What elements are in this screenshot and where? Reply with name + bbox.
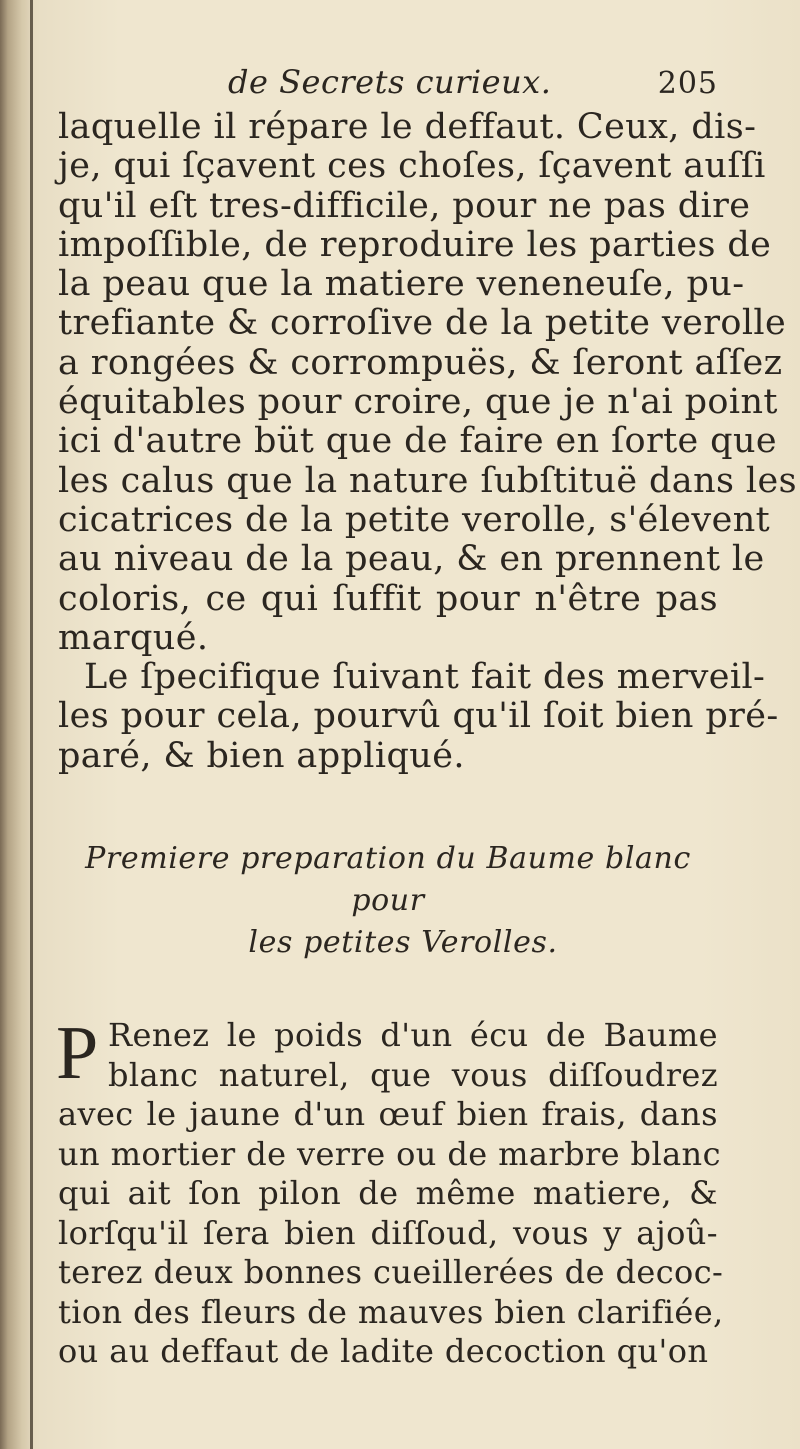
text-line: Le ſpecifique ſuivant fait des merveil- bbox=[84, 657, 766, 698]
text-line: a rongées & corrompuës, & ſeront aſſez bbox=[58, 342, 783, 383]
gutter-line bbox=[30, 0, 33, 1449]
section-heading bbox=[58, 838, 718, 964]
text-line: les calus que la nature ſubſtituë dans les bbox=[58, 460, 797, 501]
text-line: la peau que la matiere veneneuſe, pu- bbox=[58, 264, 745, 305]
book-binding-edge bbox=[0, 0, 34, 1449]
text-line: cicatrices de la petite verolle, s'élevent bbox=[58, 499, 771, 540]
drop-capital: P bbox=[56, 1011, 99, 1096]
text-line: ici d'autre büt que de faire en ſorte que bbox=[58, 421, 778, 462]
paragraph-2 bbox=[58, 657, 779, 776]
text-line: trefiante & corroſive de la petite verolle bbox=[58, 303, 787, 344]
text-line: lorſqu'il ſera bien diſſoud, vous y ajoû- bbox=[58, 1213, 718, 1252]
text-line: ou au deffaut de ladite decoction qu'on bbox=[58, 1332, 709, 1371]
dropcap-block bbox=[56, 1011, 718, 1096]
text-line: impoſſible, de reproduire les parties de bbox=[58, 224, 772, 265]
text-line: marqué. bbox=[58, 617, 209, 658]
text-line: équitables pour croire, que je n'ai point bbox=[58, 382, 778, 423]
page-text-block bbox=[56, 60, 797, 1372]
page-number: 205 bbox=[657, 66, 718, 101]
text-line: laquelle il répare le deffaut. Ceux, dis- bbox=[58, 107, 757, 147]
text-line: terez deux bonnes cueillerées de decoc- bbox=[58, 1253, 724, 1292]
text-line: qui ait ſon pilon de même matiere, & bbox=[58, 1174, 718, 1213]
text-line: les pour cela, pourvû qu'il ſoit bien pré- bbox=[58, 696, 779, 737]
paragraph-1 bbox=[58, 107, 797, 658]
text-line: je, qui ſçavent ces choſes, ſçavent auſſi bbox=[58, 146, 766, 187]
text-line: tion des fleurs de mauves bien clarifiée, bbox=[58, 1292, 724, 1331]
text-line: avec le jaune d'un œuf bien frais, dans bbox=[58, 1095, 718, 1134]
text-line: Renez le poids d'un écu de Baume bbox=[108, 1016, 718, 1055]
recipe-paragraph bbox=[56, 1011, 724, 1372]
text-line: qu'il eſt tres-difficile, pour ne pas dire bbox=[58, 185, 751, 226]
text-line: au niveau de la peau, & en prennent le bbox=[58, 539, 765, 580]
text-line: un mortier de verre ou de marbre blanc bbox=[58, 1134, 721, 1173]
running-title: de Secrets curieux. bbox=[228, 63, 552, 101]
running-header bbox=[228, 60, 718, 106]
text-line: coloris, ce qui ſuffit pour n'être pas bbox=[58, 578, 718, 619]
section-heading-line-1: Premiere preparation du Baume blanc pour bbox=[85, 841, 691, 919]
text-line: paré, & bien appliqué. bbox=[58, 735, 465, 776]
text-line: blanc naturel, que vous diſſoudrez bbox=[108, 1055, 718, 1094]
section-heading-line-2: les petites Verolles. bbox=[248, 925, 558, 961]
